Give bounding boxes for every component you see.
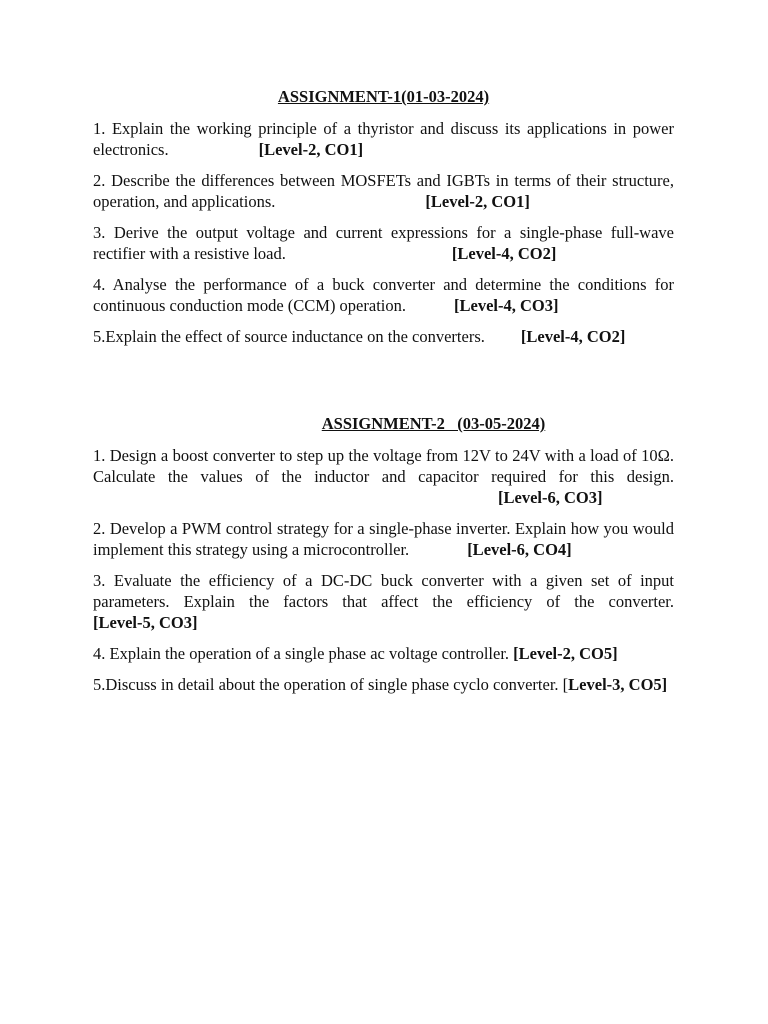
question-text: 3. Evaluate the efficiency of a DC-DC buck converter with a given set of input parameters. Explain the factors that affect the efficiency of the converter.: [93, 571, 674, 611]
question-level-tag: [Level-2, CO1]: [258, 140, 364, 159]
assignment-2-question-4: [93, 643, 674, 664]
assignment-1-question-2: [93, 170, 674, 212]
question-level-tag: [Level-6, CO4]: [467, 540, 572, 559]
question-text: 1. Design a boost converter to step up the voltage from 12V to 24V with a load of 10Ω. Calculate the values of the inductor and capacitor required for this design.: [93, 446, 674, 486]
question-text: 2. Describe the differences between MOSFETs and IGBTs in terms of their structure, operation, and applications.: [93, 171, 674, 211]
question-text: 3. Derive the output voltage and current expressions for a single-phase full-wave rectifier with a resistive load.: [93, 223, 674, 263]
assignment-1-question-3: [93, 222, 674, 264]
assignment-1-question-4: [93, 274, 674, 316]
assignment-1-question-5: [93, 326, 674, 347]
question-level-tag: [Level-2, CO5]: [513, 644, 618, 663]
question-text: 5.Explain the effect of source inductance on the converters.: [93, 327, 485, 346]
question-text: 1. Explain the working principle of a thyristor and discuss its applications in power electronics.: [93, 119, 674, 159]
assignment-1-heading: ASSIGNMENT-1(01-03-2024): [277, 87, 490, 106]
question-text: 4. Analyse the performance of a buck converter and determine the conditions for continuous conduction mode (CCM) operation.: [93, 275, 674, 315]
assignment-2-question-5: [93, 674, 674, 695]
assignment-1-question-1: [93, 118, 674, 160]
question-text: 2. Develop a PWM control strategy for a single-phase inverter. Explain how you would implement this strategy using a microcontroller.: [93, 519, 674, 559]
question-text: 4. Explain the operation of a single phase ac voltage controller.: [93, 644, 510, 663]
question-level-tag: [Level-5, CO3]: [93, 613, 198, 632]
question-level-tag: [Level-2, CO1]: [425, 192, 530, 211]
assignment-2-question-1: [93, 445, 674, 508]
assignment-2-heading: ASSIGNMENT-2 (03-05-2024): [321, 414, 546, 433]
question-level-tag: [Level-6, CO3]: [498, 488, 603, 507]
question-level-tag: [Level-4, CO2]: [451, 244, 557, 263]
question-level-tag: [Level-4, CO3]: [454, 296, 559, 315]
assignment-2-question-2: [93, 518, 674, 560]
question-text: 5.Discuss in detail about the operation of single phase cyclo converter. [: [93, 675, 569, 694]
assignment-2-question-3: [93, 570, 674, 633]
question-level-tag: Level-3, CO5]: [568, 675, 668, 694]
question-level-tag: [Level-4, CO2]: [520, 327, 626, 346]
